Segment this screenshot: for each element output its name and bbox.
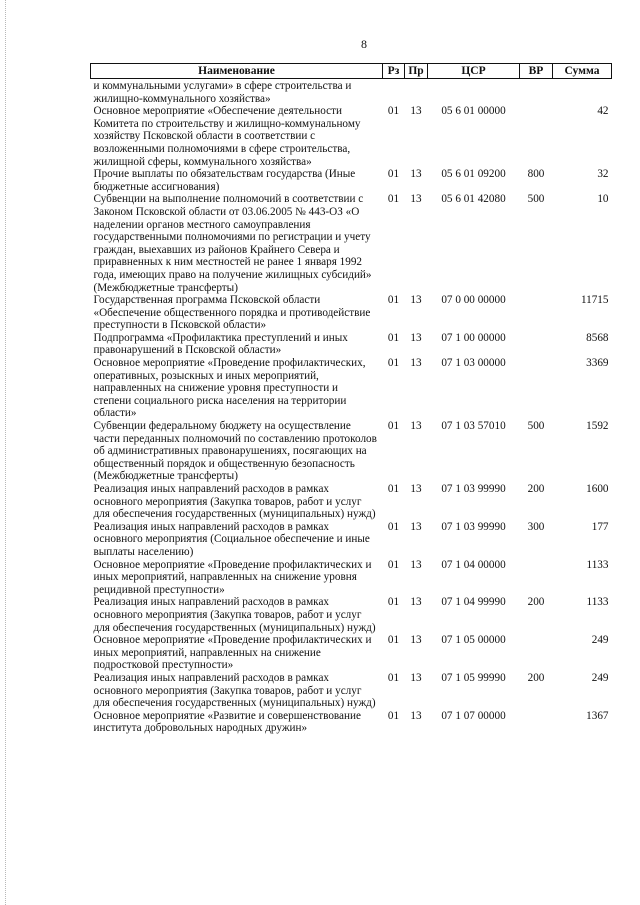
cell-name: Прочие выплаты по обязательствам государства (Иные бюджетные ассигнования) [93,168,356,193]
table-row [91,710,612,735]
table-row [91,559,612,597]
cell-csr: 07 1 04 99990 [441,596,506,609]
page-number: 8 [361,37,367,51]
table-row [91,168,612,193]
cell-vr: 300 [527,520,545,533]
header-sum: Сумма [553,64,612,79]
table-row [91,79,612,106]
cell-vr: 500 [527,193,545,206]
cell-name: Основное мероприятие «Проведение профилактических и иных мероприятий, направленных на снижение подростковой преступности» [93,634,372,672]
cell-vr [520,332,553,357]
table-row [91,332,612,357]
table-row [91,483,612,521]
cell-csr: 05 6 01 09200 [441,168,506,181]
table-row [91,105,612,168]
cell-name: Подпрограмма «Профилактика преступлений и иных правонарушений в Псковской области» [93,331,348,357]
cell-name: Реализация иных направлений расходов в рамках основного мероприятия (Социальное обеспечение и иные выплаты населению) [93,520,370,558]
cell-pr [405,79,428,106]
cell-csr: 05 6 01 00000 [441,105,506,118]
cell-csr: 07 1 07 00000 [441,709,506,722]
cell-pr: 13 [410,420,422,433]
cell-name: Основное мероприятие «Обеспечение деятельности Комитета по строительству и жилищно-коммунальному хозяйству Псковской области в соответствии с возложенными полномочиями в сфере строительства, жилищной сферы, коммунального хозяйства» [93,105,361,168]
cell-sum: 249 [591,634,609,647]
cell-csr: 07 1 03 00000 [441,357,506,370]
cell-pr: 13 [410,193,422,206]
cell-rz: 01 [387,483,400,495]
cell-pr: 13 [410,294,422,307]
cell-pr: 13 [410,671,422,684]
cell-vr: 800 [527,168,545,181]
table-header-row [91,64,612,79]
cell-csr [428,79,520,106]
cell-vr [520,79,553,106]
cell-pr: 13 [410,596,422,609]
table-row [91,294,612,332]
budget-table [90,63,612,735]
cell-sum: 3369 [586,357,609,370]
table-row [91,420,612,483]
cell-rz: 01 [387,558,400,571]
header-pr: Пр [405,64,428,79]
cell-vr: 200 [527,671,545,684]
cell-pr: 13 [410,168,422,181]
cell-name: Государственная программа Псковской области «Обеспечение общественного порядка и противодействие преступности в Псковской области» [93,294,371,332]
cell-csr: 07 0 00 00000 [441,294,506,307]
cell-vr: 500 [527,420,545,433]
cell-csr: 07 1 04 00000 [441,558,506,571]
cell-vr: 200 [527,483,545,495]
cell-sum [553,79,612,106]
cell-sum: 177 [591,520,609,533]
cell-pr: 13 [410,558,422,571]
cell-sum: 32 [597,168,609,181]
cell-name: Реализация иных направлений расходов в рамках основного мероприятия (Закупка товаров, работ и услуг для обеспечения государственных (муниципальных) нужд) [93,596,376,634]
table-row [91,634,612,672]
cell-csr: 07 1 00 00000 [441,331,506,344]
cell-sum: 10 [597,193,609,206]
cell-pr: 13 [410,483,422,495]
cell-vr [520,710,553,735]
cell-sum: 1367 [586,709,609,722]
cell-rz: 01 [387,357,400,370]
cell-rz: 01 [387,331,400,344]
header-vr: ВР [520,64,553,79]
cell-name: Основное мероприятие «Проведение профилактических, оперативных, розыскных и иных мероприятий, направленных на снижение уровня преступности и степени социального риска населения на территории области» [93,357,366,420]
cell-name: Основное мероприятие «Развитие и совершенствование института добровольных народных дружин» [93,709,361,735]
cell-sum: 8568 [586,331,609,344]
cell-name: и коммунальными услугами» в сфере строительства и жилищно-коммунального хозяйства» [93,80,352,105]
table-row [91,672,612,710]
cell-rz: 01 [387,596,400,609]
cell-name: Реализация иных направлений расходов в рамках основного мероприятия (Закупка товаров, работ и услуг для обеспечения государственных (муниципальных) нужд) [93,671,376,710]
cell-vr [520,559,553,597]
cell-rz: 01 [387,634,400,647]
header-name: Наименование [91,64,383,79]
cell-vr [520,634,553,672]
table-row [91,193,612,294]
cell-rz: 01 [387,671,400,684]
scan-margin-line [5,0,6,905]
table-row [91,357,612,420]
header-csr: ЦСР [428,64,520,79]
cell-rz: 01 [387,105,400,118]
cell-csr: 07 1 03 99990 [441,520,506,533]
cell-pr: 13 [410,331,422,344]
cell-sum: 42 [597,105,609,118]
cell-pr: 13 [410,709,422,722]
cell-name: Субвенции на выполнение полномочий в соответствии с Законом Псковской области от 03.06.2005 № 443-ОЗ «О наделении органов местного самоуправления государственными полномочиями по регистрации и учету граждан, выехавших из районов Крайнего Севера и приравненных к ним местностей не ранее 1 января 1992 года, имеющих право на получение жилищных субсидий» (Межбюджетные трансферты) [93,193,372,294]
table-row [91,596,612,634]
cell-rz [383,79,405,106]
cell-sum: 1133 [586,596,609,609]
cell-rz: 01 [387,168,400,181]
cell-sum: 11715 [580,294,609,307]
cell-sum: 249 [591,671,609,684]
cell-vr [520,294,553,332]
cell-csr: 07 1 03 99990 [441,483,506,495]
cell-sum: 1133 [586,558,609,571]
cell-pr: 13 [410,520,422,533]
cell-name: Реализация иных направлений расходов в рамках основного мероприятия (Закупка товаров, работ и услуг для обеспечения государственных (муниципальных) нужд) [93,483,376,521]
cell-rz: 01 [387,294,400,307]
table-body [91,79,612,735]
cell-name: Основное мероприятие «Проведение профилактических и иных мероприятий, направленных на снижение уровня рецидивной преступности» [93,558,372,596]
cell-pr: 13 [410,634,422,647]
cell-rz: 01 [387,420,400,433]
cell-vr [520,105,553,168]
cell-csr: 05 6 01 42080 [441,193,506,206]
cell-rz: 01 [387,709,400,722]
cell-rz: 01 [387,193,400,206]
cell-csr: 07 1 03 57010 [441,420,506,433]
cell-vr [520,357,553,420]
table-row [91,521,612,559]
cell-csr: 07 1 05 00000 [441,634,506,647]
cell-sum: 1600 [586,483,609,495]
header-rz: Рз [383,64,405,79]
cell-pr: 13 [410,357,422,370]
cell-rz: 01 [387,520,400,533]
cell-name: Субвенции федеральному бюджету на осуществление части переданных полномочий по составлению протоколов об административных правонарушениях, посягающих на общественный порядок и общественную безопасность (Межбюджетные трансферты) [93,420,377,483]
cell-csr: 07 1 05 99990 [441,671,506,684]
cell-pr: 13 [410,105,422,118]
cell-sum: 1592 [586,420,609,433]
cell-vr: 200 [527,596,545,609]
